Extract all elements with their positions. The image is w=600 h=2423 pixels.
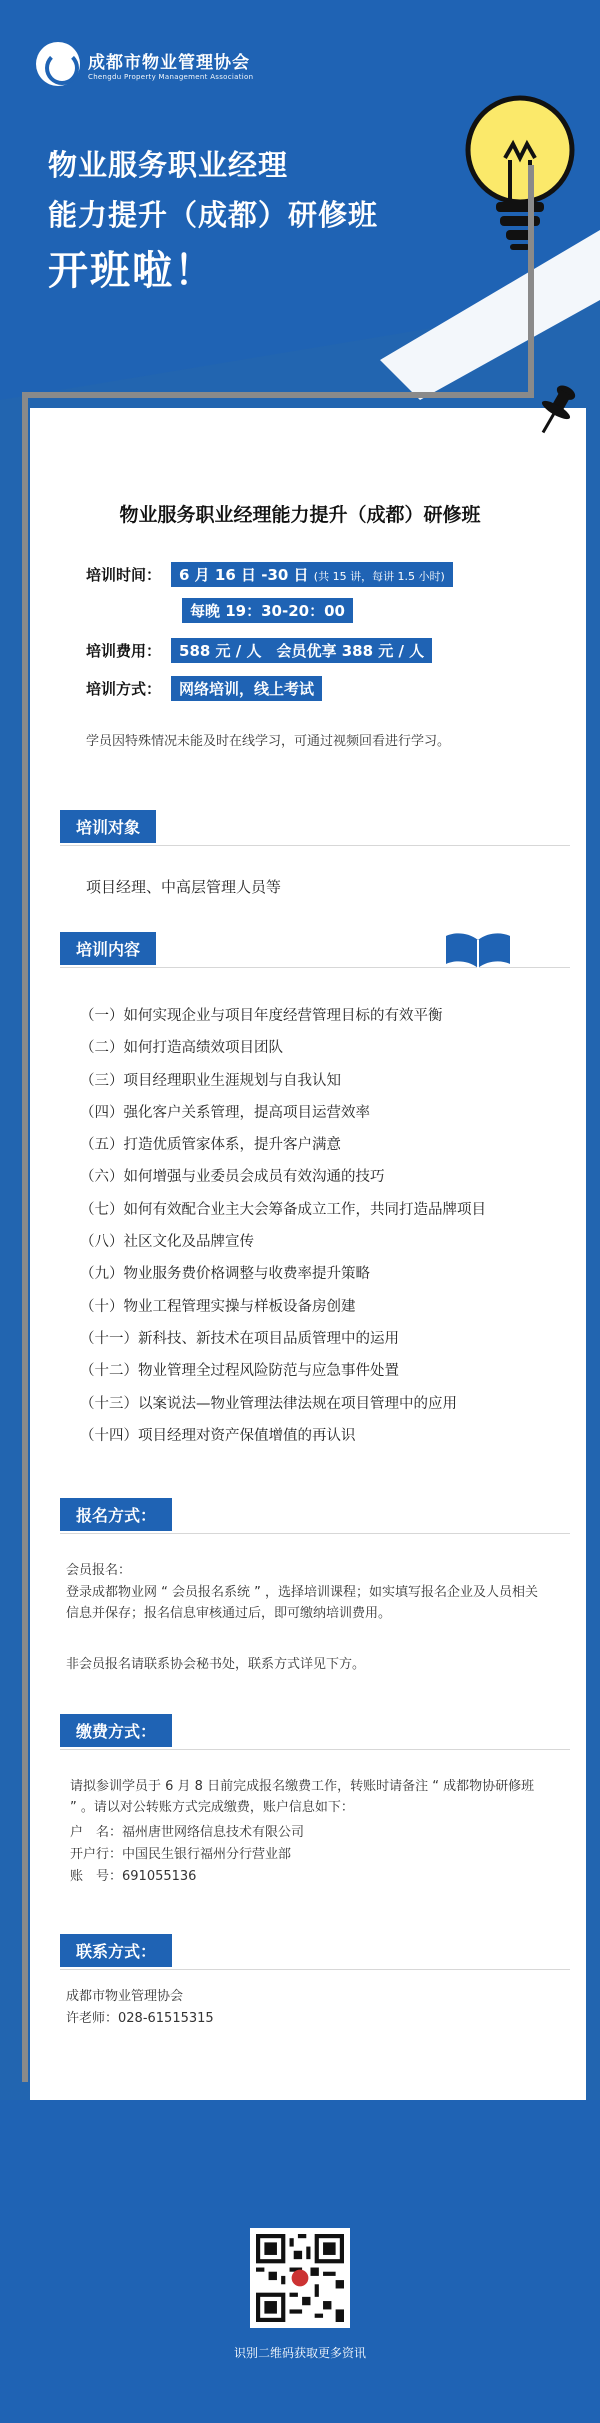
qr-code[interactable] — [250, 2228, 350, 2328]
qr-caption: 识别二维码获取更多资讯 — [233, 2346, 366, 2360]
list-item: （十三）以案说法—物业管理法律法规在项目管理中的应用 — [80, 1395, 457, 1412]
list-item: （八）社区文化及品牌宣传 — [80, 1234, 254, 1251]
info-time-row — [86, 562, 453, 587]
info-time-evening: 每晚 19：30-20：00 — [182, 598, 353, 623]
section-divider-contact — [60, 1969, 570, 1970]
org-name-en: Chengdu Property Management Association — [88, 72, 254, 81]
contact-org: 成都市物业管理协会 — [66, 1989, 184, 2004]
info-evening-row — [182, 598, 353, 623]
register-nonmember: 非会员报名请联系协会秘书处，联系方式详见下方。 — [66, 1657, 366, 1672]
info-method-row — [86, 676, 322, 701]
playback-note: 学员因特殊情况未能及时在线学习，可通过视频回看进行学习。 — [86, 734, 451, 749]
list-item: （二）如何打造高绩效项目团队 — [80, 1040, 283, 1057]
list-item: （四）强化客户关系管理，提高项目运营效率 — [80, 1104, 370, 1121]
headline-line-2: 能力提升（成都）研修班 — [48, 198, 379, 232]
headline-line-1: 物业服务职业经理 — [48, 148, 289, 182]
list-item: （六）如何增强与业委员会成员有效沟通的技巧 — [80, 1169, 385, 1186]
frame-line-left — [22, 392, 28, 2082]
org-name-cn: 成都市物业管理协会 — [88, 52, 250, 73]
payment-instructions: 请拟参训学员于 6 月 8 日前完成报名缴费工作，转账时请备注 “ 成都物协研修班 ” 。请以对公转账方式完成缴费，账户信息如下： — [70, 1779, 535, 1815]
target-audience-text: 项目经理、中高层管理人员等 — [86, 878, 282, 896]
qr-code-icon — [256, 2234, 344, 2322]
list-item: （十二）物业管理全过程风险防范与应急事件处置 — [80, 1363, 399, 1380]
list-item: （十）物业工程管理实操与样板设备房创建 — [80, 1298, 356, 1315]
section-divider-register — [60, 1533, 570, 1534]
list-item: （五）打造优质管家体系，提升客户满意 — [80, 1137, 341, 1154]
info-time-value: 6 月 16 日 -30 日 (共 15 讲，每讲 1.5 小时) — [171, 562, 453, 587]
section-divider-target — [60, 845, 570, 846]
association-logo — [36, 42, 253, 86]
course-content-list — [80, 1000, 486, 1452]
headline — [48, 140, 378, 302]
payment-account-name: 户 名：福州唐世网络信息技术有限公司 — [70, 1825, 305, 1840]
lightbulb-icon — [460, 80, 580, 260]
list-item: （一）如何实现企业与项目年度经营管理目标的有效平衡 — [80, 1008, 443, 1024]
payment-bank: 开户行：中国民生银行福州分行营业部 — [70, 1847, 292, 1862]
info-fee-row — [86, 638, 432, 663]
info-method-label: 培训方式： — [86, 680, 162, 698]
course-title: 物业服务职业经理能力提升（成都）研修班 — [119, 504, 481, 526]
contact-person: 许老师：028-61515315 — [66, 2011, 214, 2026]
payment-account-number: 账 号：691055136 — [70, 1869, 197, 1884]
info-time-label: 培训时间： — [86, 566, 162, 584]
section-tag-content: 培训内容 — [60, 932, 156, 965]
register-member-label: 会员报名： — [66, 1563, 132, 1578]
section-tag-payment: 缴费方式： — [60, 1714, 172, 1747]
info-fee-label: 培训费用： — [86, 642, 162, 660]
info-method-value: 网络培训，线上考试 — [171, 676, 322, 701]
list-item: （九）物业服务费价格调整与收费率提升策略 — [80, 1266, 370, 1283]
frame-line-horizontal-top — [22, 392, 534, 398]
logo-emblem-icon — [36, 42, 80, 86]
section-divider-payment — [60, 1749, 570, 1750]
section-tag-target: 培训对象 — [60, 810, 156, 843]
pushpin-icon — [532, 380, 580, 440]
info-time-note: (共 15 讲，每讲 1.5 小时) — [313, 570, 445, 583]
list-item: （七）如何有效配合业主大会筹备成立工作，共同打造品牌项目 — [80, 1201, 486, 1218]
list-item: （三）项目经理职业生涯规划与自我认知 — [80, 1072, 341, 1089]
register-member-steps: 登录成都物业网 “ 会员报名系统 ” ，选择培训课程；如实填写报名企业及人员相关信息并保存；报名信息审核通过后，即可缴纳培训费用。 — [66, 1585, 538, 1621]
list-item: （十一）新科技、新技术在项目品质管理中的运用 — [80, 1330, 399, 1347]
open-book-icon — [444, 930, 512, 970]
list-item: （十四）项目经理对资产保值增值的再认识 — [80, 1427, 356, 1444]
headline-line-3: 开班啦！ — [48, 248, 216, 294]
frame-line-vertical-top — [528, 165, 534, 395]
section-tag-contact: 联系方式： — [60, 1934, 172, 1967]
info-fee-value: 588 元 / 人 会员优享 388 元 / 人 — [171, 638, 432, 663]
section-tag-register: 报名方式： — [60, 1498, 172, 1531]
